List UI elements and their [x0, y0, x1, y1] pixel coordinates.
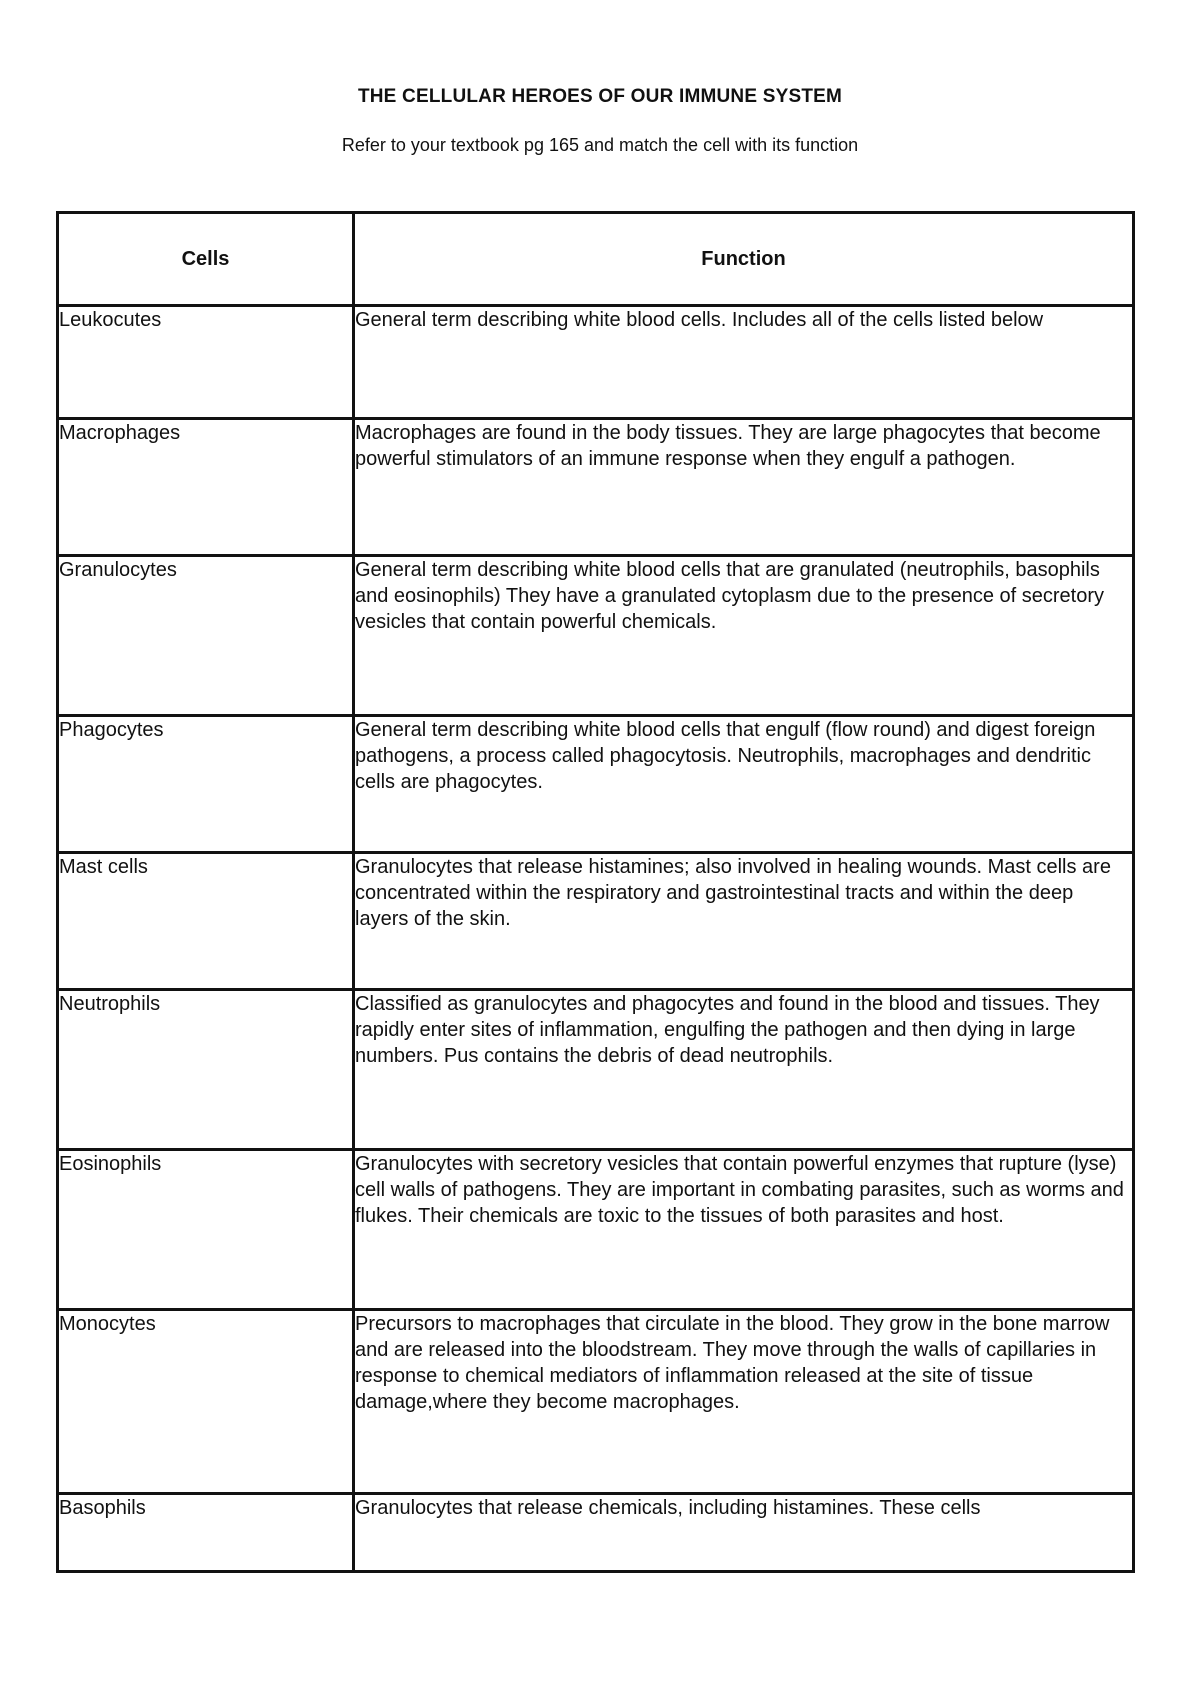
cell-function: Precursors to macrophages that circulate in the blood. They grow in the bone marrow and are released into the bloodstream. They move through the walls of capillaries in response to chemical mediators of inflammation released at the site of tissue damage,where they become macrophages. — [354, 1310, 1134, 1494]
cell-name: Phagocytes — [58, 716, 354, 853]
table-row — [58, 1494, 1134, 1572]
cell-name: Eosinophils — [58, 1150, 354, 1310]
cell-function: General term describing white blood cells. Includes all of the cells listed below — [354, 306, 1134, 419]
table-row — [58, 306, 1134, 419]
cell-function: Macrophages are found in the body tissues. They are large phagocytes that become powerful stimulators of an immune response when they engulf a pathogen. — [354, 419, 1134, 556]
cell-name: Granulocytes — [58, 556, 354, 716]
page-subtitle: Refer to your textbook pg 165 and match the cell with its function — [341, 135, 859, 155]
cell-name: Leukocutes — [58, 306, 354, 419]
table-row — [58, 556, 1134, 716]
cell-name: Mast cells — [58, 853, 354, 990]
page-title: THE CELLULAR HEROES OF OUR IMMUNE SYSTEM — [357, 86, 843, 107]
table-row — [58, 1150, 1134, 1310]
table-row — [58, 419, 1134, 556]
column-header-function: Function — [354, 213, 1134, 306]
cell-function: Classified as granulocytes and phagocytes and found in the blood and tissues. They rapidly enter sites of inflammation, engulfing the pathogen and then dying in large numbers. Pus contains the debris of dead neutrophils. — [354, 990, 1134, 1150]
cell-function: Granulocytes with secretory vesicles that contain powerful enzymes that rupture (lyse) cell walls of pathogens. They are important in combating parasites, such as worms and flukes. Their chemicals are toxic to the tissues of both parasites and host. — [354, 1150, 1134, 1310]
column-header-cells: Cells — [58, 213, 354, 306]
table-row — [58, 1310, 1134, 1494]
cell-name: Neutrophils — [58, 990, 354, 1150]
cell-name: Macrophages — [58, 419, 354, 556]
table-row — [58, 853, 1134, 990]
cell-name: Basophils — [58, 1494, 354, 1572]
cells-function-table — [56, 211, 1135, 1573]
cell-function: General term describing white blood cells that are granulated (neutrophils, basophils and eosinophils) They have a granulated cytoplasm due to the presence of secretory vesicles that contain powerful chemicals. — [354, 556, 1134, 716]
cell-function: Granulocytes that release chemicals, including histamines. These cells — [354, 1494, 1134, 1572]
table-row — [58, 716, 1134, 853]
cell-name: Monocytes — [58, 1310, 354, 1494]
cell-function: Granulocytes that release histamines; also involved in healing wounds. Mast cells are concentrated within the respiratory and gastrointestinal tracts and within the deep layers of the skin. — [354, 853, 1134, 990]
table-row — [58, 990, 1134, 1150]
table-header-row — [58, 213, 1134, 306]
cell-function: General term describing white blood cells that engulf (flow round) and digest foreign pathogens, a process called phagocytosis. Neutrophils, macrophages and dendritic cells are phagocytes. — [354, 716, 1134, 853]
